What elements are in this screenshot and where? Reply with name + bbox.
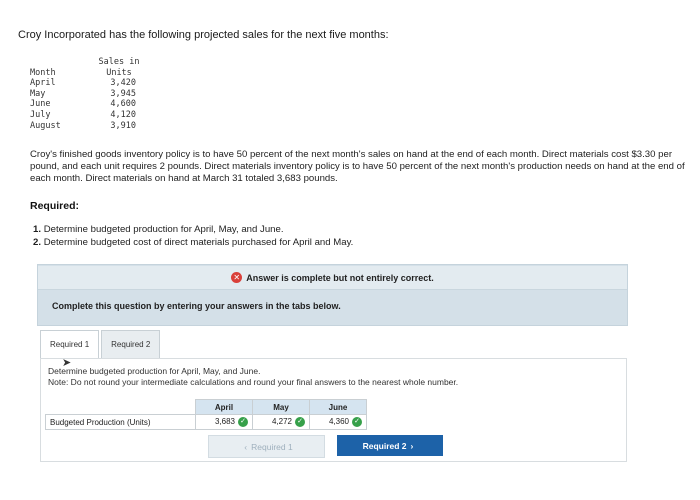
sales-header-units: Units bbox=[106, 67, 132, 78]
tab-required-1[interactable]: Required 1 bbox=[40, 330, 99, 359]
check-circle-icon: ✓ bbox=[352, 417, 362, 427]
answer-status-text: Answer is complete but not entirely correct. bbox=[246, 272, 434, 283]
may-input[interactable]: 4,272 ✓ bbox=[253, 415, 310, 430]
production-table bbox=[45, 399, 367, 430]
column-header-april: April bbox=[196, 400, 253, 415]
table-row bbox=[46, 415, 367, 430]
requirements-list bbox=[33, 223, 353, 249]
chevron-left-icon: ‹ bbox=[244, 441, 248, 452]
tab-panel bbox=[40, 358, 627, 462]
table-row: June 4,600 bbox=[30, 99, 136, 110]
answer-box bbox=[37, 264, 628, 326]
note-line: Note: Do not round your intermediate calculations and round your final answers to the nearest whole number. bbox=[48, 377, 459, 387]
instruction-line: Determine budgeted production for April, May, and June. bbox=[48, 366, 261, 376]
next-required-button[interactable]: Required 2 › bbox=[337, 435, 443, 456]
list-item: 2. Determine budgeted cost of direct materials purchased for April and May. bbox=[33, 237, 354, 248]
table-row: April 3,420 bbox=[30, 78, 136, 89]
prev-required-button[interactable]: ‹ Required 1 bbox=[208, 435, 325, 458]
chevron-right-icon: › bbox=[410, 440, 414, 451]
policy-text: Croy's finished goods inventory policy is to have 50 percent of the next month's sales on hand at the end of each month. Direct materials cost $3.30 per pound, and each unit requires 2 pounds. Direct materials inventory policy is to have 50 percent of the next month's production needs on hand at the end of each month. Direct materials on hand at March 31 totaled 3,683 pounds. bbox=[30, 149, 685, 185]
x-circle-icon: ✕ bbox=[231, 272, 242, 283]
sales-table bbox=[30, 57, 144, 131]
sales-header-line1: Sales in bbox=[98, 57, 140, 67]
column-header-may: May bbox=[253, 400, 310, 415]
table-row: August 3,910 bbox=[30, 120, 136, 131]
tab-bar bbox=[40, 330, 162, 359]
complete-question-text: Complete this question by entering your answers in the tabs below. bbox=[52, 301, 341, 311]
june-input[interactable]: 4,360 ✓ bbox=[310, 415, 367, 430]
row-label: Budgeted Production (Units) bbox=[46, 415, 196, 430]
table-corner bbox=[46, 400, 196, 415]
sales-header-month: Month bbox=[30, 67, 56, 78]
instructions bbox=[48, 366, 458, 388]
mouse-cursor-icon: ➤ bbox=[62, 357, 72, 369]
list-item: 1. Determine budgeted production for April, May, and June. bbox=[33, 224, 284, 235]
table-row: July 4,120 bbox=[30, 109, 136, 120]
check-circle-icon: ✓ bbox=[295, 417, 305, 427]
table-row: May 3,945 bbox=[30, 88, 136, 99]
required-heading: Required: bbox=[30, 200, 80, 212]
intro-text: Croy Incorporated has the following projected sales for the next five months: bbox=[18, 29, 389, 41]
column-header-june: June bbox=[310, 400, 367, 415]
tab-required-2[interactable]: Required 2 bbox=[101, 330, 160, 359]
check-circle-icon: ✓ bbox=[238, 417, 248, 427]
april-input[interactable]: 3,683 ✓ bbox=[196, 415, 253, 430]
answer-status-banner bbox=[38, 266, 627, 290]
